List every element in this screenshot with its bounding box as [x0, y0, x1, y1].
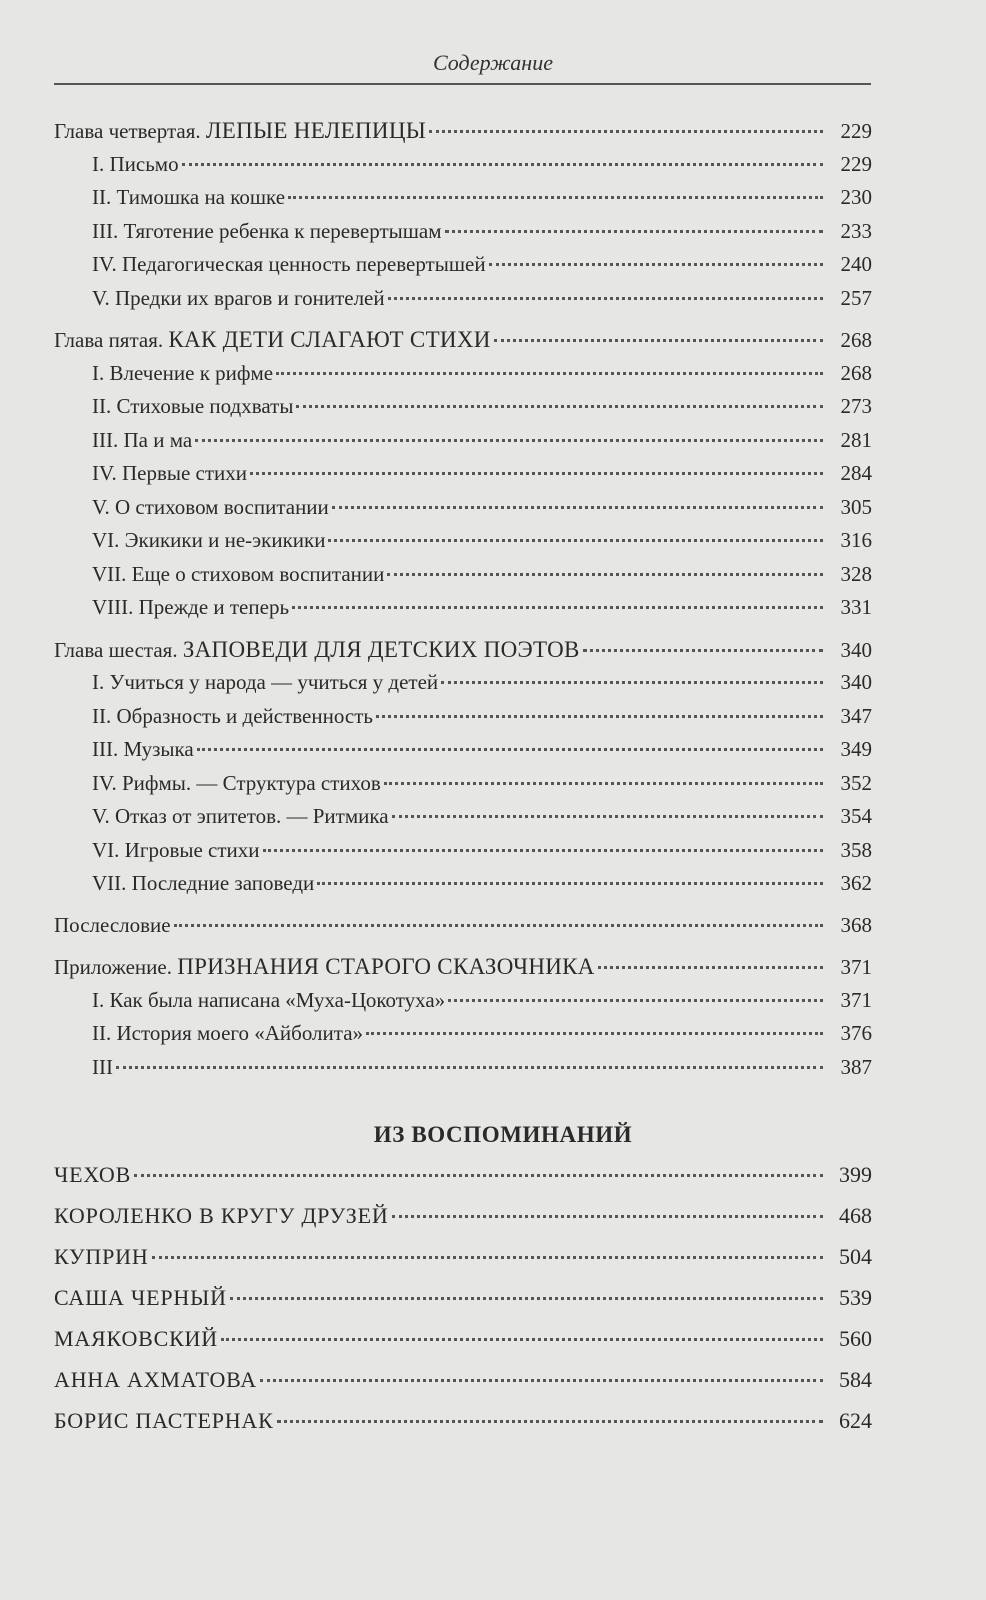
- section-title: II. История моего «Айболита»: [92, 1021, 364, 1045]
- table-of-contents: [54, 118, 872, 1449]
- toc-section[interactable]: [54, 252, 872, 286]
- dot-leader: [388, 297, 823, 300]
- chapter-prefix: Глава четвертая.: [54, 119, 201, 143]
- toc-memoir[interactable]: [54, 1367, 872, 1408]
- section-title: V. О стиховом воспитании: [92, 494, 329, 519]
- dot-leader: [230, 1297, 823, 1300]
- dot-leader: [197, 748, 823, 751]
- section-title: VII. Еще о стиховом воспитании: [92, 561, 385, 586]
- dot-leader: [221, 1338, 823, 1341]
- memoirs-heading: ИЗ ВОСПОМИНАНИЙ: [373, 1122, 633, 1147]
- toc-section[interactable]: [54, 219, 872, 253]
- dot-leader: [260, 1379, 823, 1382]
- toc-section[interactable]: [54, 185, 872, 219]
- toc-section[interactable]: [54, 988, 872, 1022]
- memoir-title: САША ЧЕРНЫЙ: [54, 1285, 227, 1310]
- dot-leader: [583, 649, 823, 652]
- page-number: 347: [840, 703, 872, 728]
- page-number: 504: [839, 1244, 872, 1269]
- page-number: 340: [840, 637, 872, 662]
- dot-leader: [296, 405, 823, 408]
- page-number: 376: [840, 1021, 872, 1045]
- dot-leader: [494, 339, 823, 342]
- running-title: Содержание: [432, 50, 553, 75]
- section-title: V. Предки их врагов и гонителей: [92, 285, 385, 310]
- page-number: 230: [840, 185, 872, 209]
- header-rule: [54, 83, 871, 85]
- page-number: 331: [840, 595, 872, 619]
- page-number: 371: [840, 987, 872, 1012]
- dot-leader: [174, 924, 823, 927]
- page-number: 371: [840, 955, 872, 979]
- dot-leader: [288, 196, 823, 199]
- toc-memoir[interactable]: [54, 1162, 872, 1203]
- chapter-title: ЛЕПЫЕ НЕЛЕПИЦЫ: [205, 118, 427, 143]
- dot-leader: [328, 539, 823, 542]
- toc-section[interactable]: [54, 804, 872, 838]
- toc-section[interactable]: [54, 737, 872, 771]
- page-number: 328: [840, 561, 872, 586]
- memoir-title: МАЯКОВСКИЙ: [54, 1326, 218, 1351]
- section-title: I. Влечение к рифме: [92, 360, 274, 385]
- dot-leader: [250, 472, 823, 475]
- page-number: 352: [840, 770, 872, 795]
- toc-appendix[interactable]: [54, 954, 872, 988]
- chapter-title: ЗАПОВЕДИ ДЛЯ ДЕТСКИХ ПОЭТОВ: [182, 636, 580, 662]
- section-title: II. Стиховые подхваты: [92, 394, 294, 418]
- toc-section[interactable]: [54, 1055, 872, 1089]
- page-number: 624: [839, 1408, 872, 1433]
- toc-section[interactable]: [54, 495, 872, 529]
- toc-memoir[interactable]: [54, 1408, 872, 1449]
- dot-leader: [263, 849, 823, 852]
- dot-leader: [366, 1032, 823, 1035]
- page-number: 233: [840, 218, 872, 243]
- dot-leader: [276, 372, 823, 375]
- toc-section[interactable]: [54, 528, 872, 562]
- section-title: IV. Первые стихи: [92, 461, 248, 485]
- dot-leader: [134, 1174, 823, 1177]
- dot-leader: [392, 1215, 823, 1218]
- page-number: 273: [840, 394, 872, 418]
- section-title: II. Образность и действенность: [92, 703, 373, 728]
- section-title: I. Письмо: [92, 151, 179, 176]
- page-number: 468: [839, 1203, 872, 1228]
- section-title: IV. Педагогическая ценность перевертышей: [92, 252, 486, 276]
- chapter-prefix: Глава шестая.: [54, 637, 178, 662]
- dot-leader: [195, 439, 823, 442]
- page-number: 358: [840, 837, 872, 862]
- dot-leader: [277, 1420, 823, 1423]
- section-title: I. Как была написана «Муха-Цокотуха»: [92, 987, 446, 1012]
- section-title: III. Музыка: [92, 737, 194, 761]
- toc-section[interactable]: [54, 704, 872, 738]
- section-title: VI. Экикики и не-экикики: [92, 528, 326, 552]
- toc-section[interactable]: [54, 595, 872, 629]
- section-title: III: [92, 1054, 113, 1079]
- toc-memoir[interactable]: [54, 1326, 872, 1367]
- section-title: VII. Последние заповеди: [92, 871, 315, 895]
- dot-leader: [332, 506, 823, 509]
- toc-section[interactable]: [54, 428, 872, 462]
- page-number: 340: [840, 670, 872, 694]
- page-number: 539: [839, 1285, 872, 1310]
- dot-leader: [317, 882, 823, 885]
- toc-afterword[interactable]: [54, 913, 872, 947]
- page-number: 560: [839, 1326, 872, 1351]
- page-number: 268: [840, 328, 872, 352]
- page-number: 284: [840, 461, 872, 485]
- toc-section[interactable]: [54, 152, 872, 186]
- page-number: 229: [840, 151, 872, 176]
- section-title: III. Тяготение ребенка к перевертышам: [92, 218, 442, 243]
- section-title: V. Отказ от эпитетов. — Ритмика: [92, 804, 389, 828]
- toc-section[interactable]: [54, 670, 872, 704]
- dot-leader: [448, 999, 823, 1002]
- afterword-title: Послесловие: [54, 912, 171, 937]
- section-title: II. Тимошка на кошке: [92, 185, 286, 209]
- dot-leader: [182, 163, 823, 166]
- page-number: 268: [840, 360, 872, 385]
- appendix-title: ПРИЗНАНИЯ СТАРОГО СКАЗОЧНИКА: [177, 954, 595, 979]
- dot-leader: [376, 715, 823, 718]
- section-title: III. Па и ма: [92, 427, 193, 452]
- section-title: I. Учиться у народа — учиться у детей: [92, 670, 439, 694]
- page-number: 229: [840, 119, 872, 143]
- dot-leader: [152, 1256, 823, 1259]
- memoir-title: КУПРИН: [54, 1244, 149, 1269]
- page-number: 349: [840, 737, 872, 761]
- chapter-prefix: Глава пятая.: [54, 328, 164, 352]
- section-title: VI. Игровые стихи: [92, 837, 260, 862]
- dot-leader: [598, 966, 823, 969]
- dot-leader: [445, 230, 823, 233]
- page-number: 362: [840, 871, 872, 895]
- page-number: 399: [839, 1162, 872, 1187]
- toc-section[interactable]: [54, 394, 872, 428]
- toc-section[interactable]: [54, 461, 872, 495]
- page-number: 368: [840, 912, 872, 937]
- toc-memoir[interactable]: [54, 1244, 872, 1285]
- toc-section[interactable]: [54, 771, 872, 805]
- page-number: 584: [839, 1367, 872, 1392]
- page-number: 305: [840, 494, 872, 519]
- section-title: VIII. Прежде и теперь: [92, 595, 290, 619]
- memoir-title: АННА АХМАТОВА: [54, 1367, 257, 1392]
- page-number: 316: [840, 528, 872, 552]
- toc-memoir[interactable]: [54, 1285, 872, 1326]
- chapter-title: КАК ДЕТИ СЛАГАЮТ СТИХИ: [168, 327, 491, 352]
- toc-chapter-5[interactable]: [54, 327, 872, 361]
- toc-section[interactable]: [54, 361, 872, 395]
- toc-section[interactable]: [54, 286, 872, 320]
- dot-leader: [441, 681, 823, 684]
- dot-leader: [387, 573, 823, 576]
- page-number: 240: [840, 252, 872, 276]
- section-title: IV. Рифмы. — Структура стихов: [92, 770, 381, 795]
- memoir-title: ЧЕХОВ: [54, 1162, 132, 1187]
- dot-leader: [429, 130, 823, 133]
- toc-section[interactable]: [54, 562, 872, 596]
- page-number: 387: [840, 1054, 872, 1079]
- page-number: 354: [840, 804, 872, 828]
- dot-leader: [292, 606, 823, 609]
- toc-section[interactable]: [54, 838, 872, 872]
- dot-leader: [489, 263, 823, 266]
- dot-leader: [116, 1066, 823, 1069]
- toc-section[interactable]: [54, 871, 872, 905]
- toc-chapter-4[interactable]: [54, 118, 872, 152]
- page-number: 281: [840, 427, 872, 452]
- memoir-title: БОРИС ПАСТЕРНАК: [54, 1408, 274, 1433]
- dot-leader: [384, 782, 823, 785]
- toc-chapter-6[interactable]: [54, 637, 872, 671]
- appendix-prefix: Приложение.: [54, 955, 172, 979]
- page-number: 257: [840, 285, 872, 310]
- toc-section[interactable]: [54, 1021, 872, 1055]
- dot-leader: [392, 815, 823, 818]
- memoir-title: КОРОЛЕНКО В КРУГУ ДРУЗЕЙ: [54, 1203, 389, 1228]
- toc-memoir[interactable]: [54, 1203, 872, 1244]
